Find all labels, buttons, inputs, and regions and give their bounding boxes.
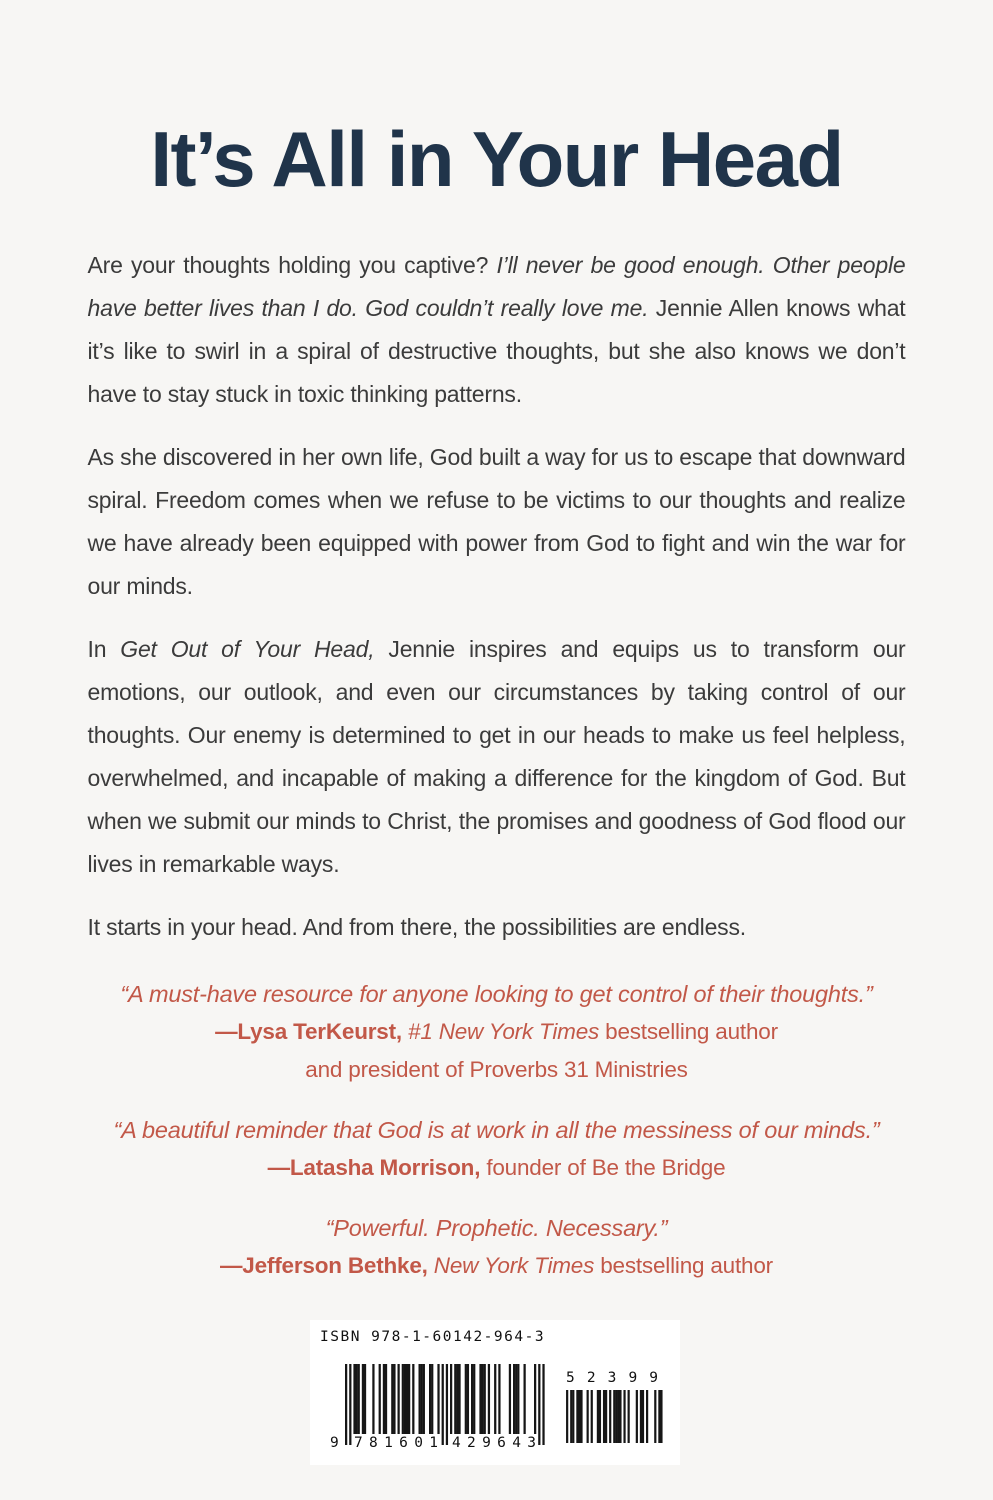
endorsement-quote: “A must-have resource for anyone looking to get control of their thoughts.”: [120, 981, 873, 1007]
text-segment: Jennie Allen knows what it’s like to swirl in a spiral of destructive thoughts, but she also knows we don’t have to stay stuck in toxic thinking patterns.: [87, 295, 906, 407]
body-paragraph: [88, 244, 906, 416]
body-paragraph: [88, 436, 906, 608]
text-segment: Jennie inspires and equips us to transform our emotions, our outlook, and even our circumstances by taking control of our thoughts. Our enemy is determined to get in our heads to make us feel helpless, overwhelmed, and incapable of making a difference for the kingdom of God. But when we submit our minds to Christ, the promises and goodness of God flood our lives in remarkable ways.: [87, 636, 906, 877]
isbn-label: ISBN 978-1-60142-964-3: [320, 1329, 546, 1345]
endorsement-attribution-line: [0, 1247, 993, 1285]
ean13-barcode: [328, 1364, 548, 1460]
text-segment: —Latasha Morrison,: [267, 1155, 487, 1180]
body-paragraph: [88, 906, 906, 949]
endorsement-attribution-line: [0, 1013, 993, 1051]
endorsement-quote: “Powerful. Prophetic. Necessary.”: [325, 1215, 668, 1241]
text-segment: and president of Proverbs 31 Ministries: [305, 1057, 688, 1082]
svg-text:9: 9: [330, 1435, 339, 1451]
text-segment: It starts in your head. And from there, the possibilities are endless.: [87, 914, 746, 940]
svg-text:52399: 52399: [566, 1370, 658, 1386]
text-segment: New York Times: [433, 1253, 595, 1278]
endorsement-attribution-line: [0, 1051, 993, 1089]
body-paragraph: [88, 628, 906, 886]
text-segment: As she discovered in her own life, God built a way for us to escape that downward spiral. Freedom comes when we refuse to be victims to our thoughts and realize we have already been equipped with power from God to fight and win the war for our minds.: [87, 444, 906, 599]
text-segment: Are your thoughts holding you captive?: [87, 252, 497, 278]
text-segment: #1 New York Times: [408, 1019, 600, 1044]
text-segment: —Lysa TerKeurst,: [215, 1019, 409, 1044]
svg-text:429643: 429643: [452, 1435, 536, 1451]
text-segment: —Jefferson Bethke,: [220, 1253, 434, 1278]
endorsements-section: [0, 975, 993, 1285]
text-segment: bestselling author: [594, 1253, 773, 1278]
endorsement: [0, 1111, 993, 1187]
endorsement-quote: “A beautiful reminder that God is at work in all the messiness of our minds.”: [113, 1117, 880, 1143]
text-segment: Get Out of Your Head,: [120, 636, 375, 662]
barcode-panel: [310, 1320, 680, 1465]
endorsement-attribution-line: [0, 1149, 993, 1187]
book-title: It’s All in Your Head: [150, 115, 843, 203]
endorsement: [0, 975, 993, 1089]
text-segment: I’ll never be good enough. Other people have better lives than I do. God couldn’t really love me.: [87, 252, 906, 321]
text-segment: founder of Be the Bridge: [486, 1155, 726, 1180]
text-segment: In: [87, 636, 121, 662]
description-section: [88, 244, 906, 949]
text-segment: bestselling author: [599, 1019, 778, 1044]
endorsement: [0, 1209, 993, 1285]
svg-text:781601: 781601: [354, 1435, 438, 1451]
ean5-supplement-barcode: [562, 1364, 664, 1446]
